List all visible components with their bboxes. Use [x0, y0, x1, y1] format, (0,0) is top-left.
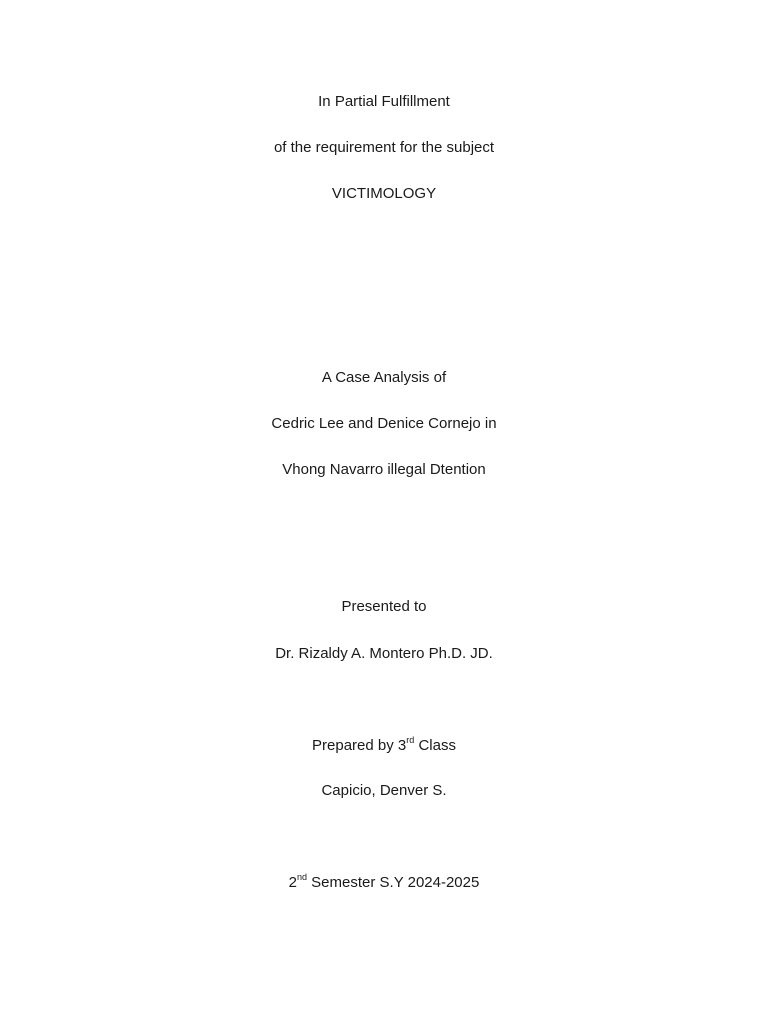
- semester-line: [0, 874, 768, 892]
- prepared-suffix: Class: [414, 737, 456, 754]
- case-line-3: Vhong Navarro illegal Dtention: [282, 461, 486, 478]
- semester-ordinal-suffix: nd: [296, 872, 307, 882]
- presented-name: Dr. Rizaldy A. Montero Ph.D. JD.: [275, 645, 493, 662]
- prepared-label: [0, 737, 768, 755]
- case-line-1: A Case Analysis of: [321, 369, 447, 386]
- prepared-ordinal-suffix: rd: [406, 735, 415, 745]
- semester-text: Semester S.Y 2024-2025: [307, 874, 480, 891]
- prepared-name: Capicio, Denver S.: [321, 782, 447, 799]
- case-line-2: Cedric Lee and Denice Cornejo in: [271, 415, 497, 432]
- subject-title: VICTIMOLOGY: [331, 185, 437, 202]
- fulfillment-line-1: In Partial Fulfillment: [318, 93, 450, 110]
- prepared-prefix: Prepared by 3: [312, 737, 407, 754]
- semester-number: 2: [288, 874, 297, 891]
- presented-label: Presented to: [341, 598, 427, 615]
- fulfillment-line-2: of the requirement for the subject: [273, 139, 495, 156]
